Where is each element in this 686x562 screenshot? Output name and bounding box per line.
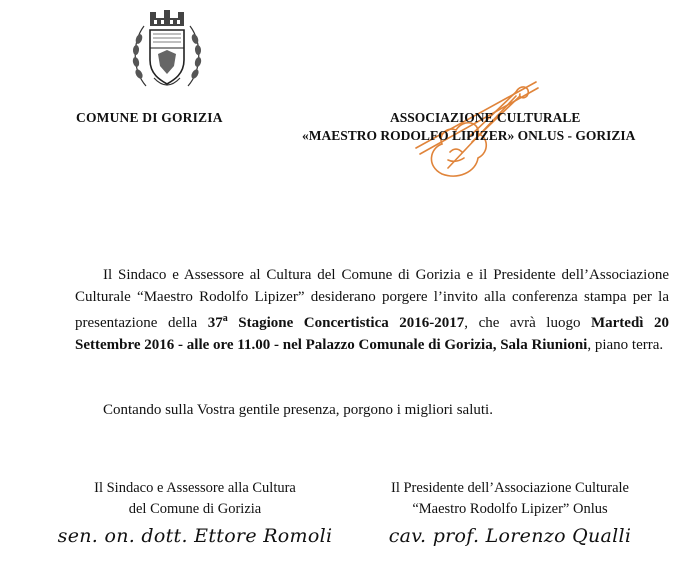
signature-block-president bbox=[350, 478, 670, 547]
signature-block-mayor bbox=[40, 478, 350, 547]
invitation-text-3: , piano terra. bbox=[587, 337, 664, 353]
invitation-text: Il Sindaco e Assessore al Cultura del Comune di Gorizia e il Presidente dell’Associazione Culturale “Maestro Rodolfo Lipizer” desiderano porgere l’invito alla conferenza stampa per la presentazione della bbox=[75, 267, 669, 331]
season-number: 37 bbox=[207, 315, 223, 331]
event-date-place: Martedì 20 Settembre 2016 - alle ore 11.00 - nel Palazzo Comunale di Gorizia, Sala Riunioni bbox=[75, 315, 670, 353]
president-title: Il Presidente dell’Associazione Culturale bbox=[391, 480, 629, 496]
gorizia-crest-logo bbox=[128, 8, 206, 96]
president-title-2: “Maestro Rodolfo Lipizer” Onlus bbox=[412, 501, 608, 517]
invitation-paragraph bbox=[75, 264, 669, 356]
mayor-title-2: del Comune di Gorizia bbox=[128, 501, 262, 517]
season-ordinal: a bbox=[222, 313, 228, 324]
letter-body bbox=[75, 264, 669, 356]
association-heading-line2: «MAESTRO RODOLFO LIPIZER» ONLUS - GORIZIA bbox=[302, 128, 636, 143]
mayor-signature-name: sen. on. dott. Ettore Romoli bbox=[57, 525, 333, 547]
greeting-paragraph: Contando sulla Vostra gentile presenza, porgono i migliori saluti. bbox=[103, 402, 493, 418]
invitation-text-2: , che avrà luogo bbox=[464, 315, 591, 331]
mayor-title: Il Sindaco e Assessore alla Cultura bbox=[94, 480, 296, 496]
comune-di-gorizia-heading: COMUNE DI GORIZIA bbox=[76, 110, 223, 125]
association-heading-line1: ASSOCIAZIONE CULTURALE bbox=[390, 110, 581, 125]
president-signature-name: cav. prof. Lorenzo Qualli bbox=[388, 525, 632, 547]
season-title: Stagione Concertistica 2016-2017 bbox=[227, 315, 465, 331]
